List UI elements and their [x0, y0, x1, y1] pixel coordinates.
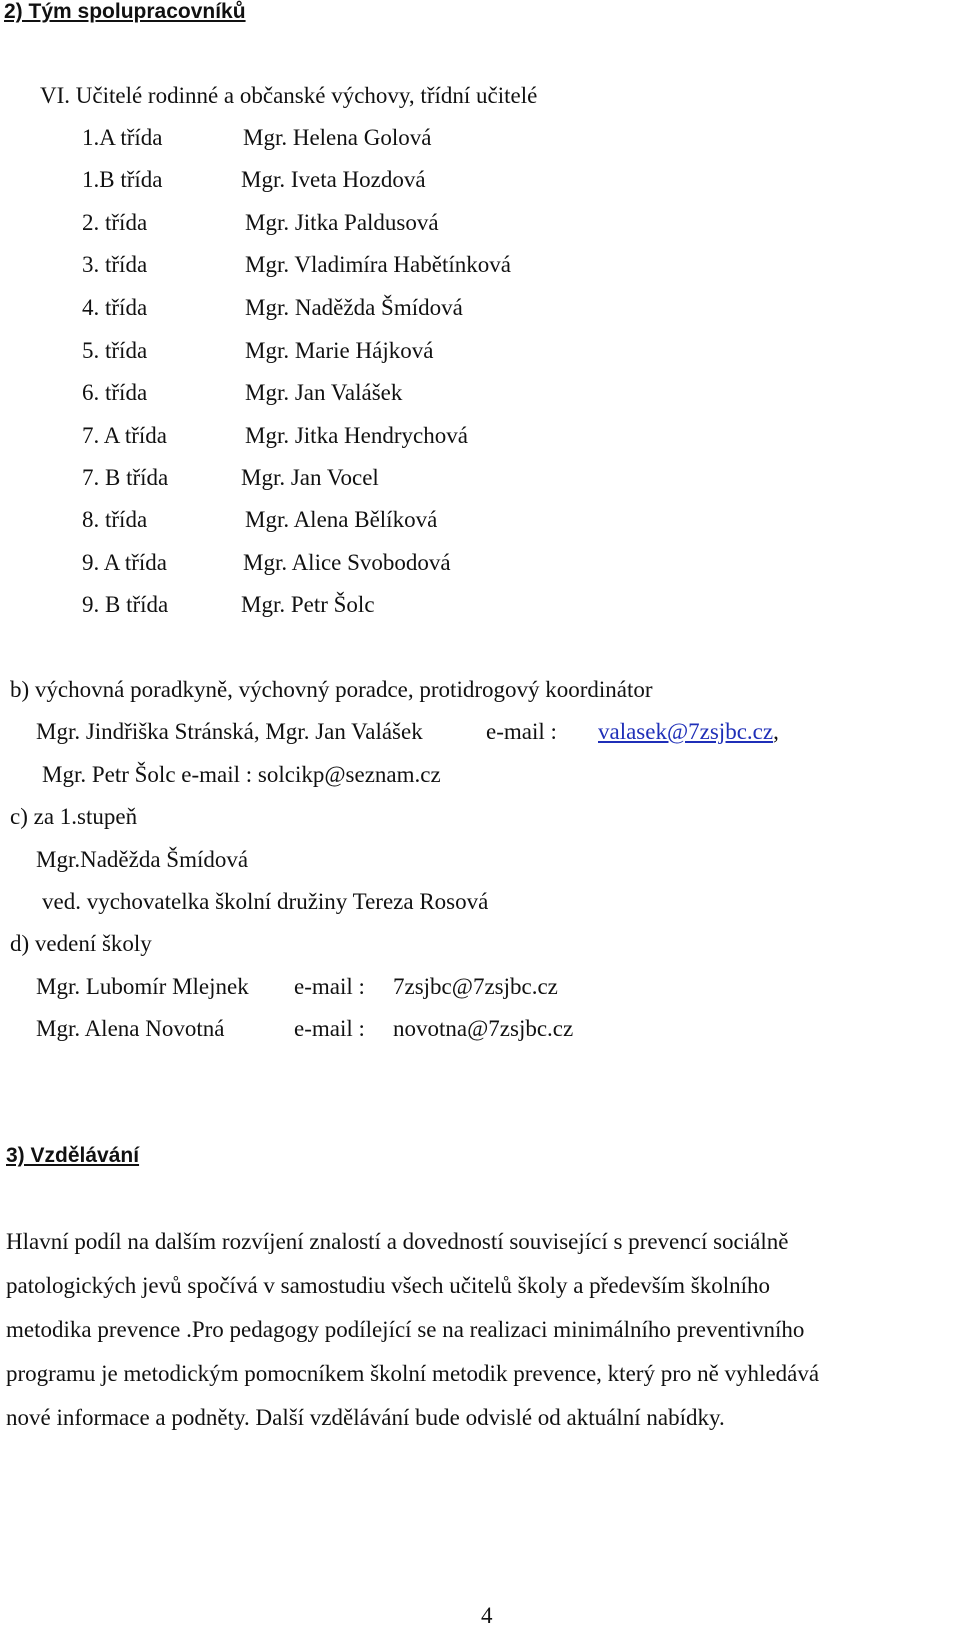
- class-teacher: Mgr. Marie Hájková: [245, 338, 434, 363]
- email-label: e-mail :: [294, 1016, 365, 1041]
- counselors-title: b) výchovná poradkyně, výchovný poradce, protidrogový koordinátor: [10, 677, 653, 702]
- paragraph-line: programu je metodickým pomocníkem školní metodik prevence, který pro ně vyhledává: [6, 1361, 820, 1386]
- page-number: 4: [481, 1603, 493, 1628]
- class-label: 3. třída: [82, 252, 148, 277]
- first-grade-contact: Mgr.Naděžda Šmídová: [36, 847, 249, 872]
- class-label: 9. B třída: [82, 592, 169, 617]
- class-teacher: Mgr. Alena Bělíková: [245, 507, 438, 532]
- class-teacher: Mgr. Jan Valášek: [245, 380, 403, 405]
- management-title: d) vedení školy: [10, 931, 152, 956]
- management-name: Mgr. Alena Novotná: [36, 1016, 225, 1041]
- class-label: 7. B třída: [82, 465, 169, 490]
- education-paragraph: [6, 1220, 819, 1440]
- first-grade-title: c) za 1.stupeň: [10, 804, 138, 829]
- class-label: 7. A třída: [82, 423, 167, 448]
- counselor-solc-contact: Mgr. Petr Šolc e-mail : solcikp@seznam.cz: [42, 762, 441, 787]
- counselors-names: Mgr. Jindřiška Stránská, Mgr. Jan Valášek: [36, 719, 423, 744]
- class-label: 8. třída: [82, 507, 148, 532]
- class-teacher: Mgr. Iveta Hozdová: [241, 167, 426, 192]
- paragraph-line: metodika prevence .Pro pedagogy podílející se na realizaci minimálního preventivního: [6, 1317, 805, 1342]
- teachers-list-title: VI. Učitelé rodinné a občanské výchovy, třídní učitelé: [40, 83, 538, 108]
- class-label: 4. třída: [82, 295, 148, 320]
- section-heading-education: 3) Vzdělávání: [6, 1144, 140, 1167]
- class-teacher: Mgr. Helena Golová: [243, 125, 432, 150]
- class-label: 6. třída: [82, 380, 148, 405]
- class-label: 2. třída: [82, 210, 148, 235]
- class-label: 5. třída: [82, 338, 148, 363]
- paragraph-line: patologických jevů spočívá v samostudiu všech učitelů školy a především školního: [6, 1273, 770, 1298]
- section-heading-team: 2) Tým spolupracovníků: [4, 0, 246, 23]
- class-teacher: Mgr. Petr Šolc: [241, 592, 375, 617]
- class-teacher: Mgr. Vladimíra Habětínková: [245, 252, 511, 277]
- paragraph-line: Hlavní podíl na dalším rozvíjení znalostí a dovedností související s prevencí sociálně: [6, 1229, 789, 1254]
- class-teacher: Mgr. Alice Svobodová: [243, 550, 451, 575]
- class-teacher: Mgr. Naděžda Šmídová: [245, 295, 463, 320]
- management-email: 7zsjbc@7zsjbc.cz: [393, 974, 558, 999]
- email-label: e-mail :: [294, 974, 365, 999]
- management-name: Mgr. Lubomír Mlejnek: [36, 974, 249, 999]
- management-email: novotna@7zsjbc.cz: [393, 1016, 574, 1041]
- email-label: e-mail :: [486, 719, 557, 744]
- class-label: 1.A třída: [82, 125, 163, 150]
- paragraph-line: nové informace a podněty. Další vzdělávání bude odvislé od aktuální nabídky.: [6, 1405, 725, 1430]
- class-teacher: Mgr. Jitka Paldusová: [245, 210, 439, 235]
- email-comma: ,: [773, 719, 779, 744]
- class-label: 1.B třída: [82, 167, 163, 192]
- email-link-valasek[interactable]: valasek@7zsjbc.cz: [598, 719, 774, 744]
- after-school-teacher: ved. vychovatelka školní družiny Tereza Rosová: [42, 889, 489, 914]
- class-teacher: Mgr. Jan Vocel: [241, 465, 379, 490]
- class-teacher: Mgr. Jitka Hendrychová: [245, 423, 468, 448]
- class-label: 9. A třída: [82, 550, 167, 575]
